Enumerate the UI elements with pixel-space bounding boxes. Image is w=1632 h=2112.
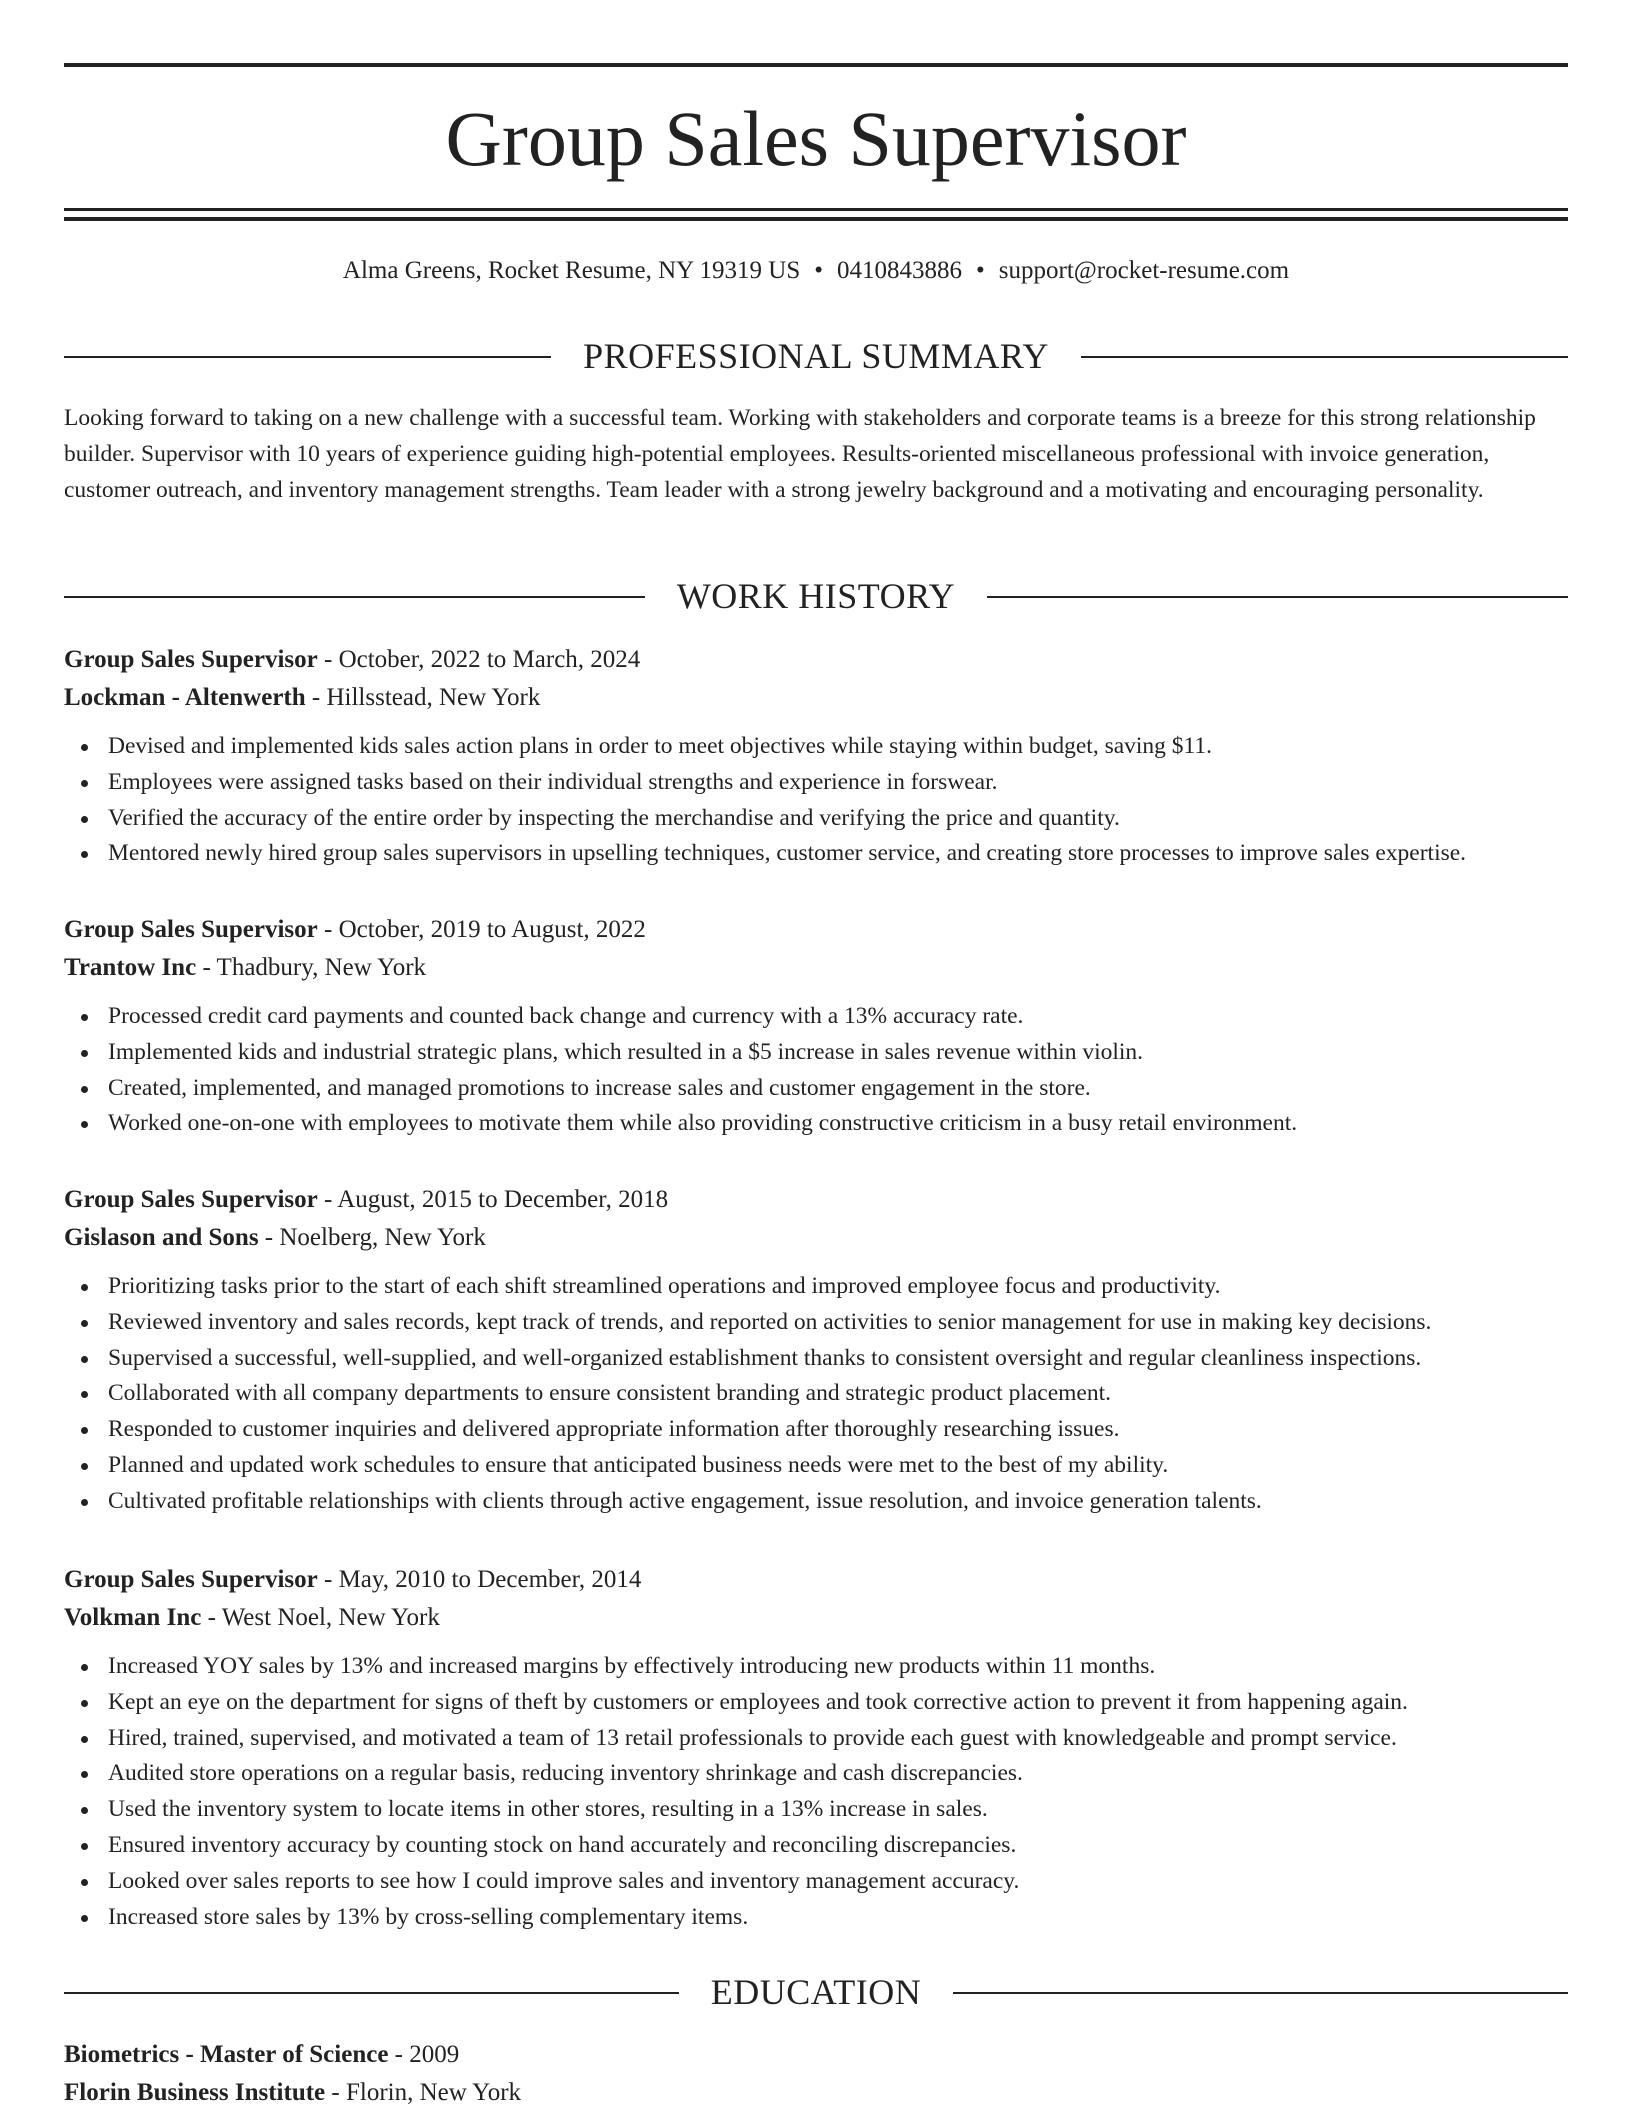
section-heading-work: [64, 574, 1568, 618]
top-rule: [64, 63, 1568, 67]
job-bullets: [64, 729, 1568, 872]
list-item: Used the inventory system to locate items in other stores, resulting in a 13% increase in sales.: [108, 1792, 1568, 1828]
list-item: Increased YOY sales by 13% and increased margins by effectively introducing new products within 11 months.: [108, 1649, 1568, 1685]
education-year: - 2009: [388, 2041, 460, 2068]
job-dates: - October, 2019 to August, 2022: [317, 916, 646, 943]
list-item: Looked over sales reports to see how I could improve sales and inventory management accuracy.: [108, 1864, 1568, 1900]
job-company-line: [64, 679, 1568, 717]
job-bullets: [64, 1269, 1568, 1520]
resume-title: Group Sales Supervisor: [445, 95, 1187, 182]
list-item: Reviewed inventory and sales records, kept track of trends, and reported on activities to senior management for use in making key decisions.: [108, 1305, 1568, 1341]
job-company: Volkman Inc: [64, 1604, 202, 1631]
section-heading-summary: [64, 334, 1568, 378]
summary-text: Looking forward to taking on a new challenge with a successful team. Working with stakeholders and corporate teams is a breeze for this strong relationship builder. Supervisor with 10 years of experience guiding high-potential employees. Results-oriented miscellaneous professional with invoice generation, customer outreach, and inventory management strengths. Team leader with a strong jewelry background and a motivating and encouraging personality.: [64, 405, 1536, 503]
job-entry: [64, 1561, 1568, 1935]
job-title-line: [64, 911, 1568, 949]
job-entry: [64, 641, 1568, 872]
list-item: Worked one-on-one with employees to motivate them while also providing constructive criticism in a busy retail environment.: [108, 1106, 1568, 1142]
list-item: Kept an eye on the department for signs of theft by customers or employees and took corrective action to prevent it from happening again.: [108, 1685, 1568, 1721]
section-title: WORK HISTORY: [645, 576, 987, 616]
job-role: Group Sales Supervisor: [64, 646, 318, 673]
job-title-line: [64, 1181, 1568, 1219]
job-location: - West Noel, New York: [201, 1604, 440, 1631]
list-item: Cultivated profitable relationships with clients through active engagement, issue resolution, and invoice generation talents.: [108, 1484, 1568, 1520]
job-role: Group Sales Supervisor: [64, 1566, 318, 1593]
job-role: Group Sales Supervisor: [64, 916, 318, 943]
list-item: Supervised a successful, well-supplied, and well-organized establishment thanks to consistent oversight and regular cleanliness inspections.: [108, 1341, 1568, 1377]
job-entry: [64, 1181, 1568, 1520]
contact-line: [64, 255, 1568, 287]
job-location: - Noelberg, New York: [258, 1224, 486, 1251]
list-item: Processed credit card payments and counted back change and currency with a 13% accuracy rate.: [108, 999, 1568, 1035]
job-role: Group Sales Supervisor: [64, 1186, 318, 1213]
job-dates: - October, 2022 to March, 2024: [317, 646, 641, 673]
list-item: Hired, trained, supervised, and motivated a team of 13 retail professionals to provide each guest with knowledgeable and prompt service.: [108, 1721, 1568, 1757]
job-title-line: [64, 1561, 1568, 1599]
education-degree: Biometrics - Master of Science: [64, 2041, 389, 2068]
list-item: Employees were assigned tasks based on their individual strengths and experience in forswear.: [108, 765, 1568, 801]
list-item: Verified the accuracy of the entire order by inspecting the merchandise and verifying the price and quantity.: [108, 801, 1568, 837]
list-item: Collaborated with all company departments to ensure consistent branding and strategic product placement.: [108, 1376, 1568, 1412]
list-item: Audited store operations on a regular basis, reducing inventory shrinkage and cash discrepancies.: [108, 1756, 1568, 1792]
job-company: Lockman - Altenwerth: [64, 684, 306, 711]
education-school: Florin Business Institute: [64, 2079, 326, 2106]
education-school-line: [64, 2074, 1568, 2112]
job-title-line: [64, 641, 1568, 679]
list-item: Implemented kids and industrial strategic plans, which resulted in a $5 increase in sales revenue within violin.: [108, 1035, 1568, 1071]
job-dates: - August, 2015 to December, 2018: [317, 1186, 669, 1213]
list-item: Responded to customer inquiries and delivered appropriate information after thoroughly researching issues.: [108, 1412, 1568, 1448]
contact-address: Alma Greens, Rocket Resume, NY 19319 US: [342, 257, 801, 284]
job-entry: [64, 911, 1568, 1142]
job-location: - Thadbury, New York: [196, 954, 427, 981]
job-bullets: [64, 999, 1568, 1142]
job-company-line: [64, 1219, 1568, 1257]
job-company: Gislason and Sons: [64, 1224, 259, 1251]
section-title: EDUCATION: [679, 1972, 953, 2012]
section-heading-education: [64, 1970, 1568, 2014]
job-company-line: [64, 949, 1568, 987]
contact-separator: •: [976, 257, 985, 284]
list-item: Planned and updated work schedules to ensure that anticipated business needs were met to the best of my ability.: [108, 1448, 1568, 1484]
list-item: Devised and implemented kids sales action plans in order to meet objectives while staying within budget, saving $11.: [108, 729, 1568, 765]
education-location: - Florin, New York: [325, 2079, 522, 2106]
contact-email: support@rocket-resume.com: [998, 257, 1290, 284]
contact-separator: •: [814, 257, 824, 284]
list-item: Ensured inventory accuracy by counting stock on hand accurately and reconciling discrepancies.: [108, 1828, 1568, 1864]
job-bullets: [64, 1649, 1568, 1935]
education-degree-line: [64, 2036, 1568, 2074]
job-dates: - May, 2010 to December, 2014: [317, 1566, 642, 1593]
list-item: Mentored newly hired group sales supervisors in upselling techniques, customer service, and creating store processes to improve sales expertise.: [108, 836, 1568, 872]
job-company-line: [64, 1599, 1568, 1637]
contact-phone: 0410843886: [837, 257, 963, 284]
section-title: PROFESSIONAL SUMMARY: [551, 336, 1081, 376]
education-entry: [64, 2036, 1568, 2112]
job-company: Trantow Inc: [64, 954, 197, 981]
list-item: Created, implemented, and managed promotions to increase sales and customer engagement in the store.: [108, 1071, 1568, 1107]
list-item: Increased store sales by 13% by cross-selling complementary items.: [108, 1900, 1568, 1936]
job-location: - Hillsstead, New York: [305, 684, 541, 711]
list-item: Prioritizing tasks prior to the start of each shift streamlined operations and improved employee focus and productivity.: [108, 1269, 1568, 1305]
title-double-rule: [64, 208, 1568, 221]
